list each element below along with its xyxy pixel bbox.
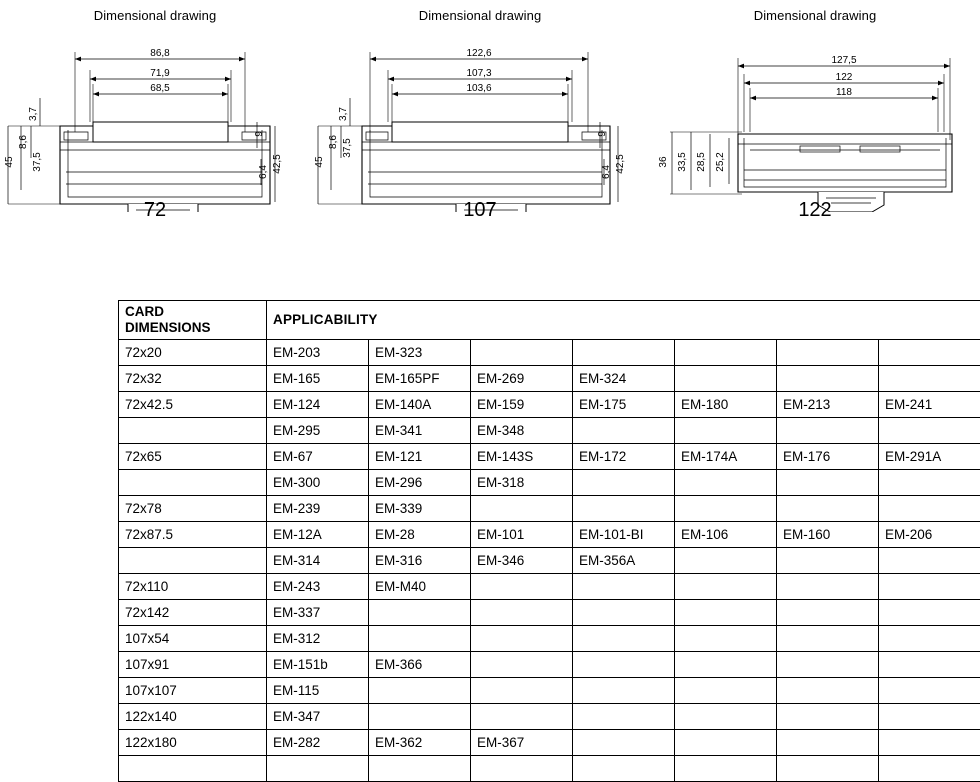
cell-item: EM-367 (471, 730, 573, 756)
cell-item: EM-337 (267, 600, 369, 626)
cell-item: EM-241 (879, 392, 980, 418)
cell-item (675, 626, 777, 652)
cell-item (369, 704, 471, 730)
cell-dimension (119, 470, 267, 496)
cell-dimension: 72x32 (119, 366, 267, 392)
cell-item: EM-295 (267, 418, 369, 444)
cell-item (879, 704, 980, 730)
cell-item (879, 678, 980, 704)
cell-item: EM-121 (369, 444, 471, 470)
cell-item (879, 756, 980, 782)
cell-item: EM-341 (369, 418, 471, 444)
drawing-caption: 72 (0, 199, 310, 222)
cell-item (471, 496, 573, 522)
cell-item (471, 626, 573, 652)
table-row (119, 600, 980, 626)
dim-label: 9 (254, 131, 265, 137)
cell-item (777, 730, 879, 756)
cell-item (777, 470, 879, 496)
cell-dimension (119, 418, 267, 444)
dim-label: 9 (597, 131, 608, 137)
table-row (119, 730, 980, 756)
dim-label: 8,6 (18, 135, 29, 149)
dim-label: 36 (658, 156, 669, 168)
cell-item: EM-M40 (369, 574, 471, 600)
cell-item (573, 730, 675, 756)
table-row (119, 392, 980, 418)
cell-item (471, 678, 573, 704)
cell-item (471, 704, 573, 730)
cell-item (369, 600, 471, 626)
cell-item: EM-314 (267, 548, 369, 574)
cell-item (573, 678, 675, 704)
cell-item (369, 626, 471, 652)
cell-item: EM-160 (777, 522, 879, 548)
cell-item (675, 496, 777, 522)
cell-item (879, 366, 980, 392)
cell-item (471, 652, 573, 678)
applicability-table (118, 300, 980, 782)
cell-item (267, 756, 369, 782)
dim-label: 3,7 (28, 107, 39, 121)
cell-item (471, 574, 573, 600)
cell-item (777, 340, 879, 366)
header-card-dimensions (119, 301, 267, 340)
cell-item (879, 730, 980, 756)
cell-item: EM-124 (267, 392, 369, 418)
dim-label: 122 (836, 72, 853, 83)
cell-item: EM-206 (879, 522, 980, 548)
cell-dimension: 72x142 (119, 600, 267, 626)
cell-item (471, 756, 573, 782)
dimensional-drawing-122 (650, 0, 980, 250)
cell-item: EM-165PF (369, 366, 471, 392)
cell-item (777, 678, 879, 704)
table-header (119, 301, 980, 340)
cell-item: EM-282 (267, 730, 369, 756)
table-row (119, 678, 980, 704)
cell-dimension (119, 756, 267, 782)
drawing-107-graphic (310, 22, 650, 212)
cell-dimension: 122x140 (119, 704, 267, 730)
drawing-title: Dimensional drawing (0, 8, 310, 23)
cell-item (573, 574, 675, 600)
cell-item: EM-172 (573, 444, 675, 470)
cell-item (675, 678, 777, 704)
cell-item (675, 730, 777, 756)
dimensional-drawing-72 (0, 0, 310, 250)
table-row (119, 704, 980, 730)
dim-label: 68,5 (150, 83, 170, 94)
dim-label: 6,4 (258, 165, 269, 179)
cell-item (573, 496, 675, 522)
dim-label: 71,9 (150, 68, 170, 79)
drawing-caption: 122 (650, 199, 980, 222)
table-row (119, 444, 980, 470)
cell-item: EM-291A (879, 444, 980, 470)
cell-item: EM-165 (267, 366, 369, 392)
cell-item (675, 652, 777, 678)
cell-item: EM-243 (267, 574, 369, 600)
cell-dimension: 72x78 (119, 496, 267, 522)
cell-dimension: 72x20 (119, 340, 267, 366)
table-row (119, 522, 980, 548)
dim-label: 37,5 (342, 138, 353, 158)
cell-item: EM-366 (369, 652, 471, 678)
cell-item (879, 470, 980, 496)
cell-item: EM-151b (267, 652, 369, 678)
dim-label: 6,4 (601, 165, 612, 179)
cell-item (573, 756, 675, 782)
cell-item (675, 574, 777, 600)
cell-dimension: 72x110 (119, 574, 267, 600)
cell-item (777, 626, 879, 652)
table-body (119, 340, 980, 782)
cell-item (369, 756, 471, 782)
cell-item (369, 678, 471, 704)
cell-item (879, 548, 980, 574)
table-header-row (119, 301, 980, 340)
cell-item: EM-316 (369, 548, 471, 574)
dim-label: 45 (314, 156, 325, 168)
dim-label: 107,3 (466, 68, 491, 79)
cell-item: EM-174A (675, 444, 777, 470)
cell-item (879, 600, 980, 626)
cell-item: EM-176 (777, 444, 879, 470)
cell-item: EM-348 (471, 418, 573, 444)
dim-label: 8,6 (328, 135, 339, 149)
table-row (119, 418, 980, 444)
cell-item (675, 366, 777, 392)
table-row (119, 626, 980, 652)
cell-item (777, 496, 879, 522)
cell-item: EM-312 (267, 626, 369, 652)
cell-item (675, 418, 777, 444)
cell-item (675, 704, 777, 730)
table-row (119, 652, 980, 678)
table-row (119, 470, 980, 496)
cell-item: EM-101 (471, 522, 573, 548)
dim-label: 25,2 (715, 152, 726, 172)
dim-label: 3,7 (338, 107, 349, 121)
cell-item: EM-324 (573, 366, 675, 392)
drawing-caption: 107 (310, 199, 650, 222)
cell-dimension: 107x91 (119, 652, 267, 678)
cell-item (573, 626, 675, 652)
table-row (119, 496, 980, 522)
dim-label: 103,6 (466, 83, 491, 94)
drawing-title: Dimensional drawing (650, 8, 980, 23)
cell-item (675, 470, 777, 496)
cell-dimension: 72x65 (119, 444, 267, 470)
cell-item (879, 418, 980, 444)
dim-label: 45 (4, 156, 15, 168)
cell-item: EM-269 (471, 366, 573, 392)
cell-item (879, 652, 980, 678)
cell-item (675, 340, 777, 366)
cell-item (573, 418, 675, 444)
cell-item (879, 574, 980, 600)
cell-item: EM-106 (675, 522, 777, 548)
drawing-title: Dimensional drawing (310, 8, 650, 23)
cell-item (879, 340, 980, 366)
dim-label: 127,5 (831, 55, 856, 66)
cell-item: EM-67 (267, 444, 369, 470)
table-row (119, 366, 980, 392)
cell-item: EM-143S (471, 444, 573, 470)
cell-item: EM-346 (471, 548, 573, 574)
cell-item (471, 340, 573, 366)
cell-item (777, 418, 879, 444)
cell-item (777, 600, 879, 626)
drawing-122-graphic (650, 22, 980, 212)
cell-dimension: 72x42.5 (119, 392, 267, 418)
cell-dimension: 72x87.5 (119, 522, 267, 548)
cell-item: EM-356A (573, 548, 675, 574)
cell-item (675, 600, 777, 626)
cell-item: EM-115 (267, 678, 369, 704)
cell-item (573, 470, 675, 496)
cell-item (573, 600, 675, 626)
cell-item (573, 704, 675, 730)
cell-dimension: 107x54 (119, 626, 267, 652)
cell-item: EM-347 (267, 704, 369, 730)
applicability-table-wrapper (118, 300, 980, 782)
dim-label: 118 (836, 87, 852, 98)
cell-item (675, 756, 777, 782)
dimensional-drawing-107 (310, 0, 650, 250)
cell-item (777, 756, 879, 782)
cell-item: EM-159 (471, 392, 573, 418)
cell-item: EM-140A (369, 392, 471, 418)
cell-item (777, 704, 879, 730)
cell-dimension: 107x107 (119, 678, 267, 704)
dim-label: 37,5 (32, 152, 43, 172)
cell-item (777, 652, 879, 678)
cell-item: EM-318 (471, 470, 573, 496)
table-row (119, 548, 980, 574)
table-row (119, 756, 980, 782)
cell-item: EM-362 (369, 730, 471, 756)
cell-item: EM-180 (675, 392, 777, 418)
drawing-72-graphic (0, 22, 310, 212)
cell-item: EM-28 (369, 522, 471, 548)
cell-item (777, 574, 879, 600)
cell-item: EM-323 (369, 340, 471, 366)
cell-dimension (119, 548, 267, 574)
dim-label: 28,5 (696, 152, 707, 172)
cell-item (573, 652, 675, 678)
cell-dimension: 122x180 (119, 730, 267, 756)
cell-item (675, 548, 777, 574)
cell-item: EM-203 (267, 340, 369, 366)
dim-label: 122,6 (466, 48, 491, 59)
cell-item: EM-101-BI (573, 522, 675, 548)
dim-label: 86,8 (150, 48, 170, 59)
cell-item (777, 366, 879, 392)
dimensional-drawings-section (0, 0, 980, 250)
cell-item: EM-339 (369, 496, 471, 522)
dim-label: 42,5 (272, 154, 283, 174)
table-row (119, 574, 980, 600)
cell-item: EM-296 (369, 470, 471, 496)
header-applicability: APPLICABILITY (267, 301, 980, 340)
dim-label: 33,5 (677, 152, 688, 172)
cell-item (879, 496, 980, 522)
cell-item (573, 340, 675, 366)
cell-item: EM-300 (267, 470, 369, 496)
cell-item: EM-239 (267, 496, 369, 522)
cell-item: EM-12A (267, 522, 369, 548)
header-card-dimensions-line2: DIMENSIONS (125, 320, 260, 336)
header-card-dimensions-line1: CARD (125, 304, 260, 320)
dim-label: 42,5 (615, 154, 626, 174)
cell-item: EM-213 (777, 392, 879, 418)
cell-item (471, 600, 573, 626)
cell-item: EM-175 (573, 392, 675, 418)
cell-item (777, 548, 879, 574)
cell-item (879, 626, 980, 652)
table-row (119, 340, 980, 366)
